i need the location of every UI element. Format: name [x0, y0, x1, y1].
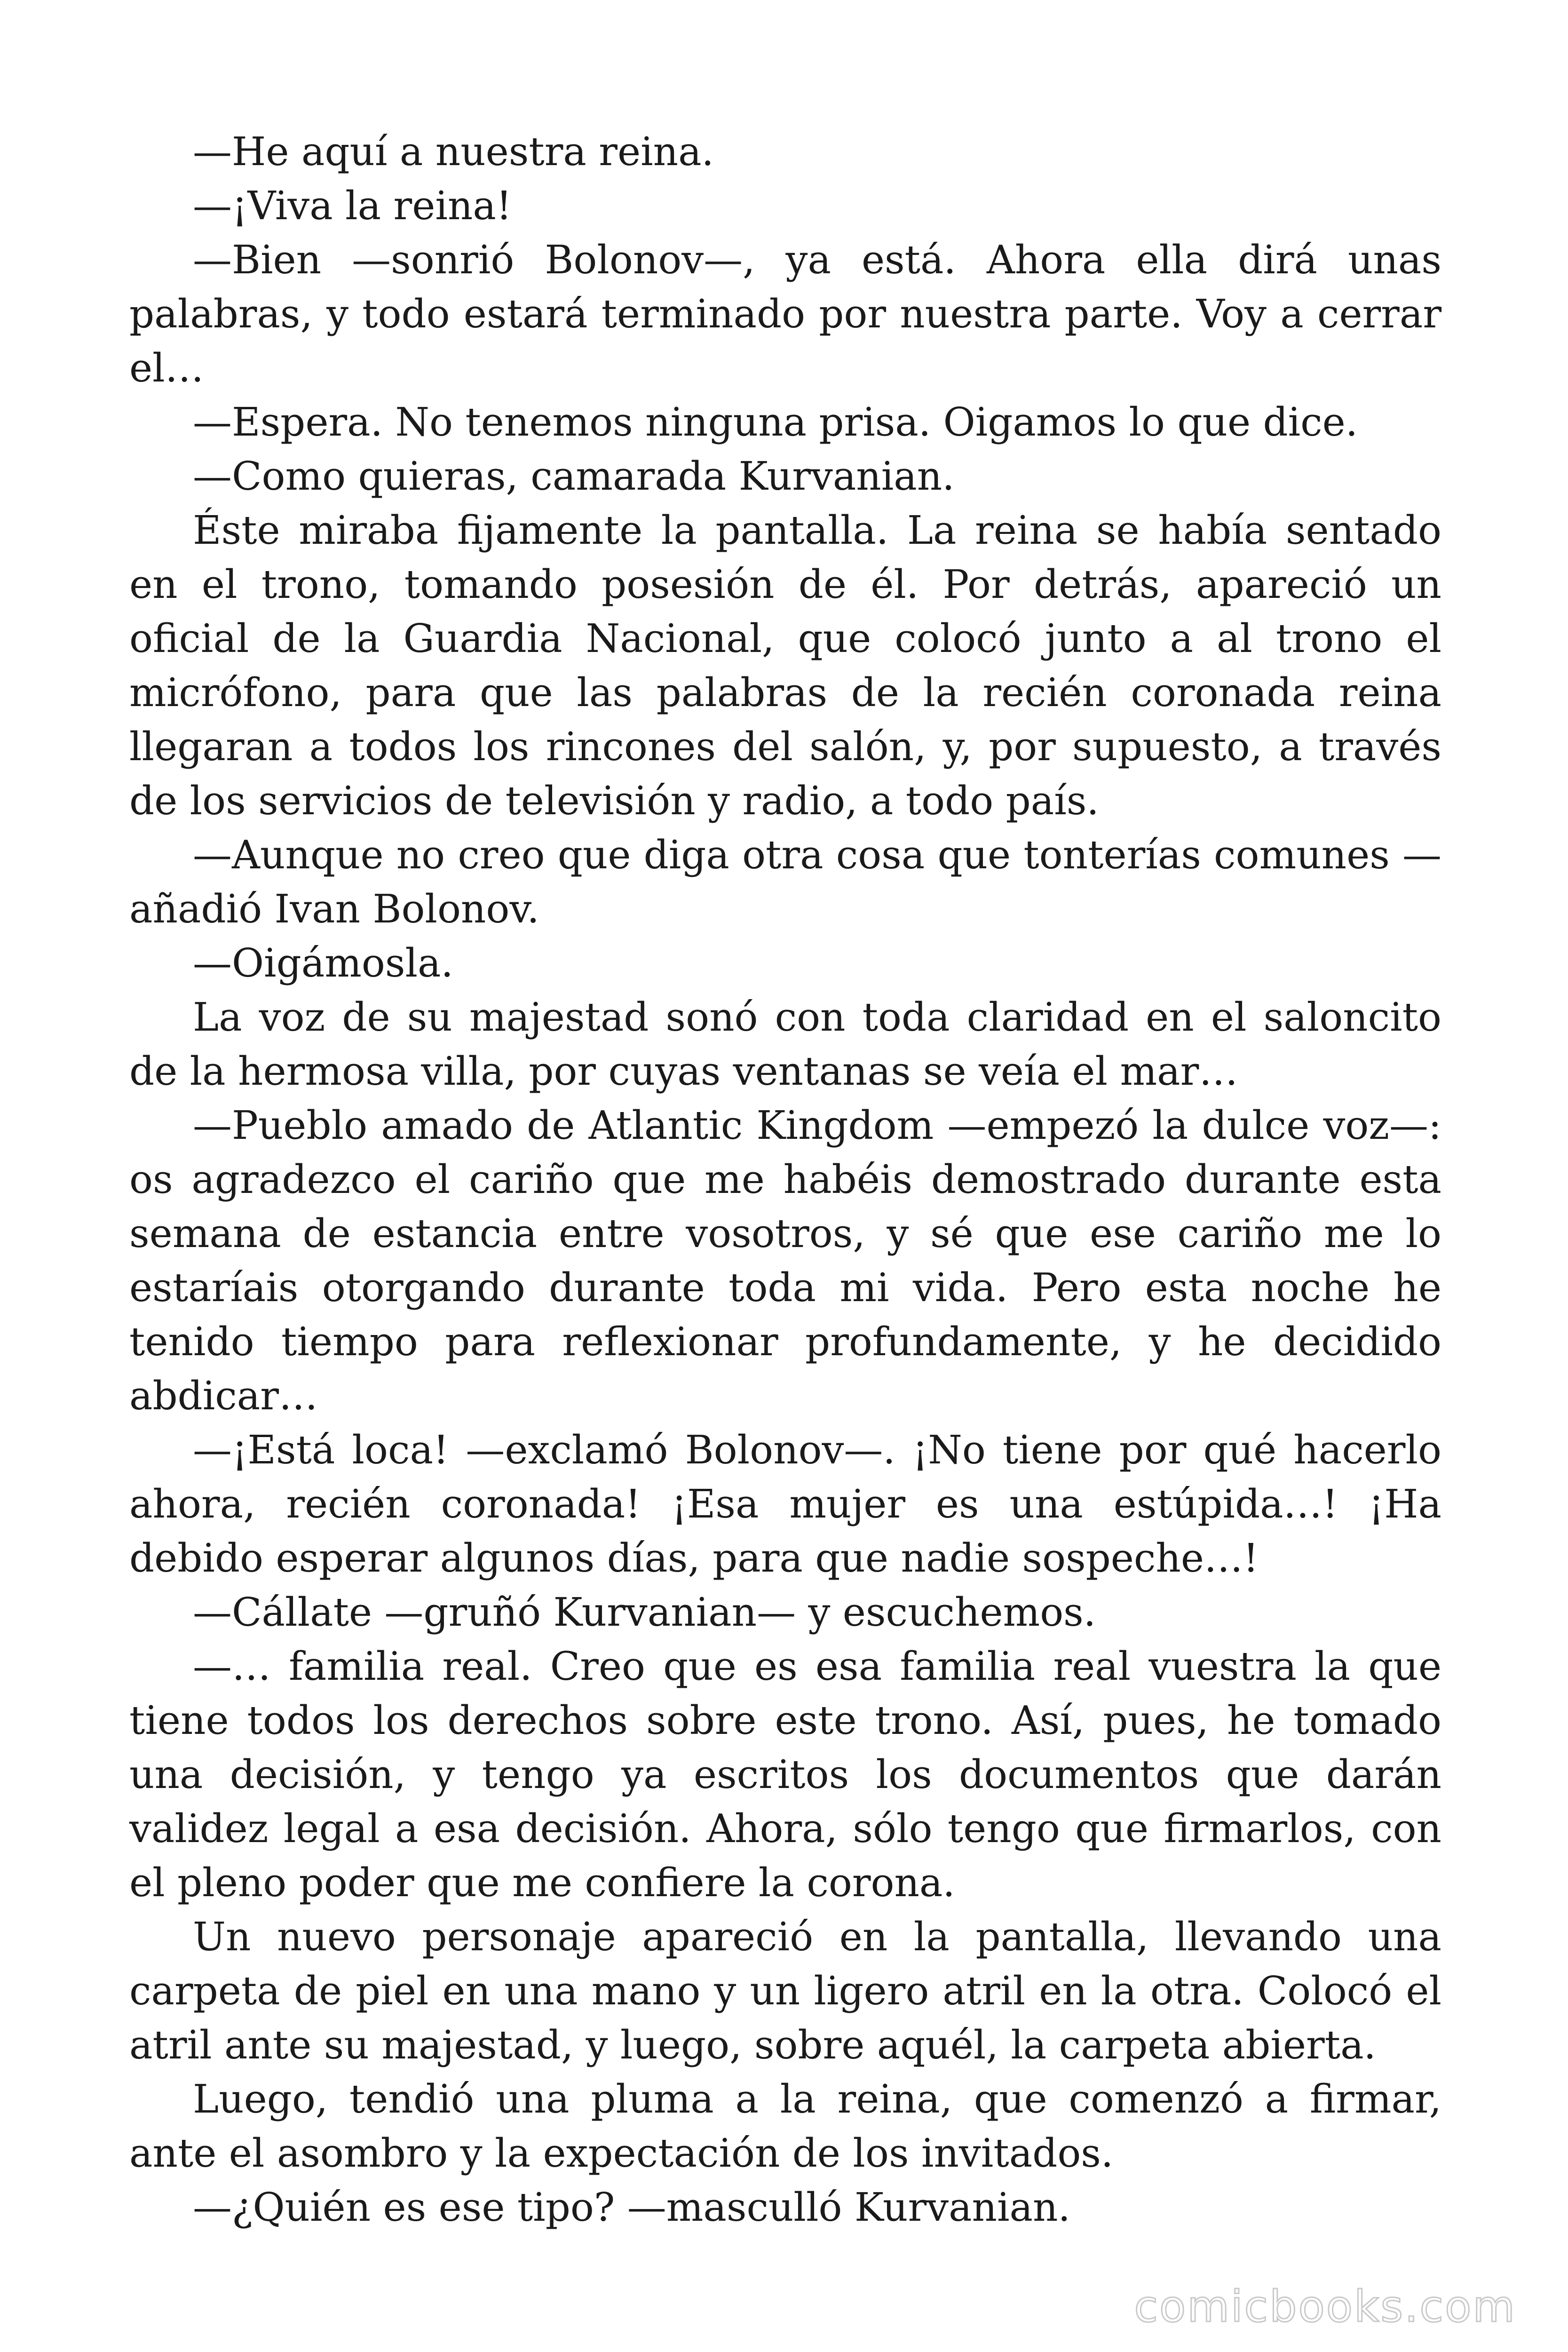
paragraph: Luego, tendió una pluma a la reina, que comenzó a firmar, ante el asombro y la expectación de los invitados.	[129, 2076, 1441, 2176]
paragraph: Un nuevo personaje apareció en la pantalla, llevando una carpeta de piel en una mano y un ligero atril en la otra. Colocó el atril ante su majestad, y luego, sobre aquél, la carpeta abierta.	[129, 1914, 1441, 2068]
paragraph: —He aquí a nuestra reina.	[193, 129, 714, 175]
paragraph: —… familia real. Creo que es esa familia real vuestra la que tiene todos los derechos sobre este trono. Así, pues, he tomado una decisión, y tengo ya escritos los documentos que darán validez legal a esa decisión. Ahora, sólo tengo que firmarlos, con el pleno poder que me confiere la corona.	[129, 1644, 1441, 1906]
paragraph: La voz de su majestad sonó con toda claridad en el saloncito de la hermosa villa, por cuyas ventanas se veía el mar…	[129, 994, 1441, 1094]
paragraph: —Oigámosla.	[193, 940, 453, 986]
paragraph: —¡Está loca! —exclamó Bolonov—. ¡No tiene por qué hacerlo ahora, recién coronada! ¡Esa mujer es una estúpida…! ¡Ha debido esperar algunos días, para que nadie sospeche…!	[129, 1427, 1441, 1581]
paragraph: —Bien —sonrió Bolonov—, ya está. Ahora ella dirá unas palabras, y todo estará terminado por nuestra parte. Voy a cerrar el…	[129, 237, 1441, 391]
paragraph: Éste miraba fijamente la pantalla. La reina se había sentado en el trono, tomando posesión de él. Por detrás, apareció un oficial de la Guardia Nacional, que colocó junto a al trono el micrófono, para que las palabras de la recién coronada reina llegaran a todos los rincones del salón, y, por supuesto, a través de los servicios de televisión y radio, a todo país.	[129, 508, 1441, 824]
paragraph: —¡Viva la reina!	[193, 183, 512, 229]
paragraph: —Cállate —gruñó Kurvanian— y escuchemos.	[193, 1589, 1096, 1635]
paragraph: —Pueblo amado de Atlantic Kingdom —empezó la dulce voz—: os agradezco el cariño que me habéis demostrado durante esta semana de estancia entre vosotros, y sé que ese cariño me lo estaríais otorgando durante toda mi vida. Pero esta noche he tenido tiempo para reflexionar profundamente, y he decidido abdicar…	[129, 1103, 1441, 1419]
paragraph: —Espera. No tenemos ninguna prisa. Oigamos lo que dice.	[193, 399, 1358, 445]
watermark: comicbooks.com	[1134, 2281, 1516, 2332]
body-text	[129, 125, 1441, 2234]
paragraph: —¿Quién es ese tipo? —masculló Kurvanian.	[193, 2185, 1070, 2230]
paragraph: —Como quieras, camarada Kurvanian.	[193, 453, 955, 499]
paragraph: —Aunque no creo que diga otra cosa que tonterías comunes —añadió Ivan Bolonov.	[129, 832, 1441, 932]
